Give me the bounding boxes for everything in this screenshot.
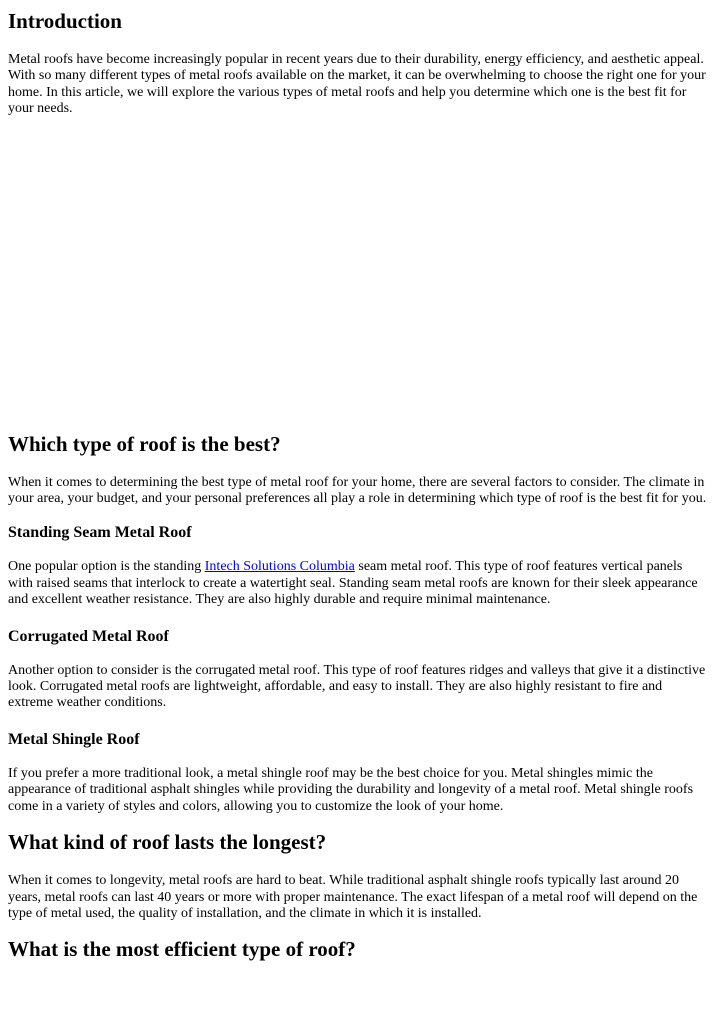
heading-introduction: Introduction: [8, 9, 122, 33]
blank-embed-area: [8, 118, 712, 423]
heading-corrugated: Corrugated Metal Roof: [8, 627, 169, 645]
intech-solutions-link[interactable]: Intech Solutions Columbia: [204, 559, 355, 575]
paragraph-corrugated: Another option to consider is the corrugated metal roof. This type of roof features ridges and valleys that give it a distinctive look. Corrugated metal roofs are lightweight, affordable, and easy to install. They are also highly resistant to fire and extreme weather conditions.: [8, 662, 706, 711]
heading-most-efficient: What is the most efficient type of roof?: [8, 937, 356, 962]
standing-seam-text-start: One popular option is the standing: [8, 559, 205, 575]
paragraph-metal-shingle: If you prefer a more traditional look, a metal shingle roof may be the best choice for you. Metal shingles mimic the appearance of traditional asphalt shingles while providing the durability and longevity of a metal roof. Metal shingle roofs come in a variety of styles and colors, allowing you to customize the look of your home.: [8, 765, 694, 814]
heading-standing-seam: Standing Seam Metal Roof: [8, 524, 192, 542]
standing-seam-text-end: seam metal roof. This type of roof features vertical panels with raised seams that interlock to create a watertight seal. Standing seam metal roofs are known for their sleek appearance and excellent weather resistance. They are also highly durable and require minimal maintenance.: [8, 559, 698, 608]
heading-which-roof-best: Which type of roof is the best?: [8, 431, 281, 456]
paragraph-introduction: Metal roofs have become increasingly popular in recent years due to their durability, energy efficiency, and aesthetic appeal. With so many different types of metal roofs available on the market, it can be overwhelming to choose the right one for your home. In this article, we will explore the various types of metal roofs and help you determine which one is the best fit for your needs.: [8, 52, 706, 117]
heading-lasts-longest: What kind of roof lasts the longest?: [8, 830, 327, 855]
paragraph-which-roof-best: When it comes to determining the best type of metal roof for your home, there are several factors to consider. The climate in your area, your budget, and your personal preferences all play a role in determining which type of roof is the best fit for you.: [8, 474, 707, 507]
paragraph-standing-seam: [8, 559, 710, 608]
paragraph-lasts-longest: When it comes to longevity, metal roofs are hard to beat. While traditional asphalt shingle roofs typically last around 20 years, metal roofs can last 40 years or more with proper maintenance. The exact lifespan of a metal roof will depend on the type of metal used, the quality of installation, and the climate in which it is installed.: [8, 873, 698, 921]
heading-metal-shingle: Metal Shingle Roof: [8, 730, 140, 748]
